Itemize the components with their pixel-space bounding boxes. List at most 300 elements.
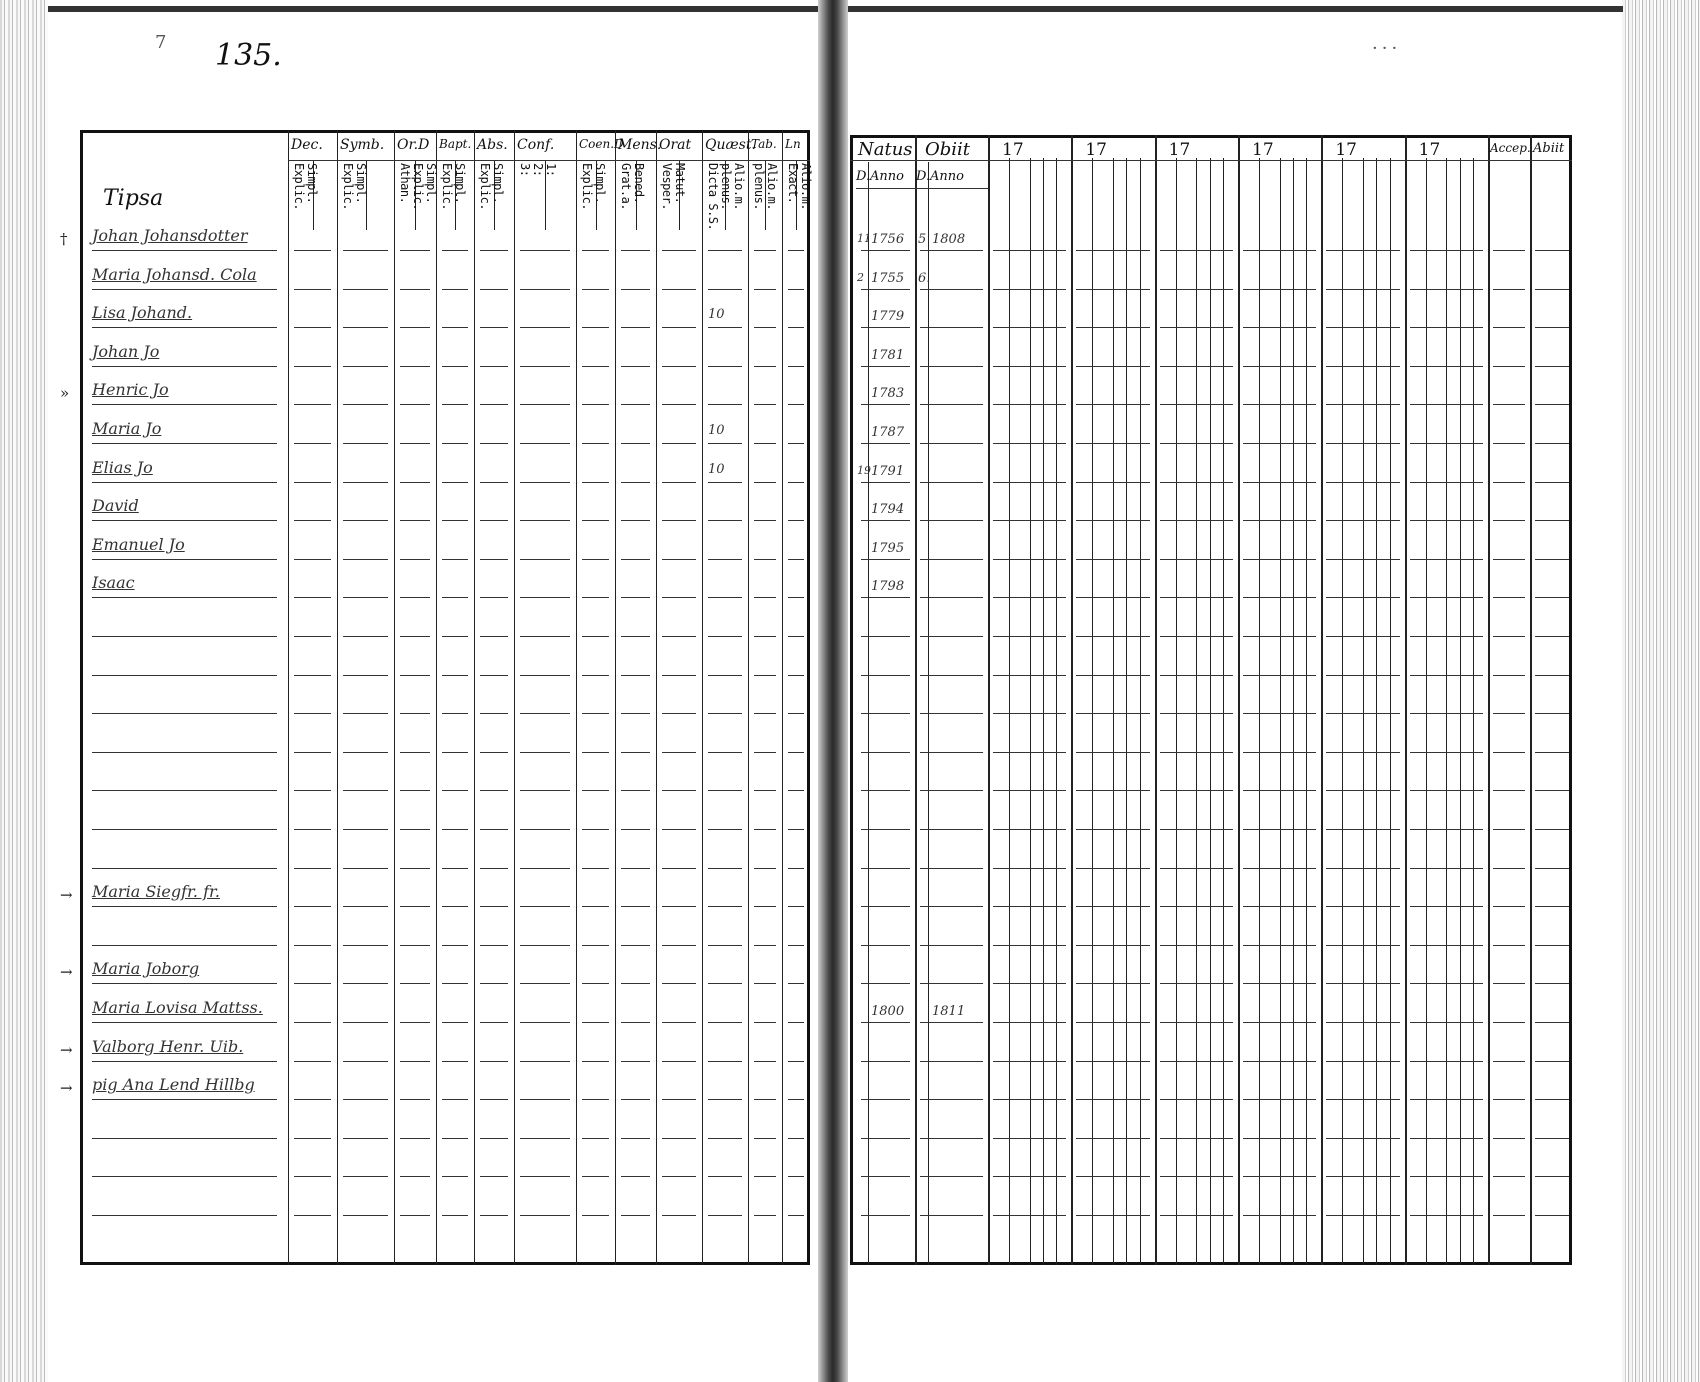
cell-row-line	[480, 482, 508, 483]
right-row-line	[1535, 404, 1569, 405]
col-subheader-5-0: 3:	[518, 163, 532, 177]
right-row-line	[1535, 559, 1569, 560]
right-row-line	[1326, 1061, 1399, 1062]
col-header-2: Or.D	[397, 137, 430, 153]
cell-row-line	[442, 868, 468, 869]
col-subheader-5-2: 1:	[544, 163, 558, 177]
cell-row-line	[400, 945, 430, 946]
right-row-line	[1243, 790, 1316, 791]
col-subheader-1-0: Explic.	[341, 163, 355, 211]
cell-row-line	[480, 790, 508, 791]
cell-row-line	[788, 636, 804, 637]
right-row-line	[1410, 1176, 1483, 1177]
right-row-line	[1493, 404, 1525, 405]
name-row-line	[92, 945, 277, 946]
cell-row-line	[788, 482, 804, 483]
natus-d-header: D.	[856, 169, 871, 184]
right-row-line	[1326, 1022, 1399, 1023]
left-col-line	[615, 130, 616, 1265]
cell-row-line	[621, 289, 650, 290]
cell-row-line	[662, 1176, 696, 1177]
cell-row-line	[400, 713, 430, 714]
cell-row-line	[400, 404, 430, 405]
right-row-line	[1410, 1022, 1483, 1023]
right-row-line	[1326, 250, 1399, 251]
page-number: 135.	[215, 38, 282, 73]
cell-row-line	[343, 443, 388, 444]
col-subheader-3-0: Explic.	[440, 163, 454, 211]
cell-row-line	[621, 636, 650, 637]
cell-row-line	[662, 636, 696, 637]
cell-row-line	[480, 404, 508, 405]
page-top-edge-left	[48, 6, 818, 12]
col-subheader-2-1: Explic.	[411, 163, 425, 211]
right-row-line	[1076, 289, 1149, 290]
cell-row-line	[520, 868, 570, 869]
right-row-line	[1243, 366, 1316, 367]
left-col-line	[576, 130, 577, 1265]
right-row-line	[1326, 366, 1399, 367]
right-row-line	[1410, 327, 1483, 328]
cell-row-line	[400, 636, 430, 637]
cell-row-line	[442, 829, 468, 830]
col-subheader-9-1: plenus.	[719, 163, 733, 211]
left-col-line	[782, 130, 783, 1265]
col-header-5: Conf.	[517, 137, 555, 153]
cell-row-line	[754, 1022, 776, 1023]
right-row-line	[1160, 829, 1233, 830]
cell-row-line	[442, 327, 468, 328]
cell-row-line	[442, 675, 468, 676]
cell-row-line	[400, 250, 430, 251]
cell-row-line	[294, 1176, 331, 1177]
cell-row-line	[520, 752, 570, 753]
natus-day-0: 11	[857, 232, 871, 245]
name-row-line	[92, 713, 277, 714]
cell-row-line	[343, 559, 388, 560]
cell-row-line	[520, 1099, 570, 1100]
cell-row-line	[582, 559, 609, 560]
tipsa-label: Tipsa	[103, 186, 164, 211]
right-row-line	[861, 752, 910, 753]
right-row-line	[993, 790, 1066, 791]
right-row-line	[1493, 1138, 1525, 1139]
cell-row-line	[708, 520, 742, 521]
cell-row-line	[788, 443, 804, 444]
cell-row-line	[788, 752, 804, 753]
col-subheader-10-1: Alio.m.	[765, 163, 779, 211]
right-row-line	[1076, 520, 1149, 521]
right-row-line	[1410, 752, 1483, 753]
right-row-line	[993, 559, 1066, 560]
cell-row-line	[662, 443, 696, 444]
cell-row-line	[582, 250, 609, 251]
year-header-4: 17	[1335, 140, 1357, 160]
right-row-line	[1076, 366, 1149, 367]
cell-row-line	[621, 713, 650, 714]
cell-row-line	[788, 327, 804, 328]
right-row-line	[1326, 868, 1399, 869]
right-row-line	[993, 443, 1066, 444]
right-row-line	[1243, 829, 1316, 830]
cell-row-line	[520, 713, 570, 714]
name-row-line	[92, 636, 277, 637]
cell-row-line	[294, 1022, 331, 1023]
cell-row-line	[343, 404, 388, 405]
right-row-line	[920, 829, 983, 830]
cell-row-line	[343, 829, 388, 830]
right-row-line	[1076, 829, 1149, 830]
name-entry-8: Emanuel Jo	[92, 534, 185, 554]
cell-row-line	[480, 675, 508, 676]
name-row-line	[92, 1176, 277, 1177]
cell-row-line	[662, 366, 696, 367]
right-row-line	[1326, 597, 1399, 598]
right-row-line	[1243, 752, 1316, 753]
right-row-line	[861, 1176, 910, 1177]
cell-row-line	[400, 829, 430, 830]
col-subheader-2-2: Simpl.	[424, 163, 438, 204]
right-row-line	[1410, 1138, 1483, 1139]
right-row-line	[1160, 559, 1233, 560]
cell-row-line	[294, 906, 331, 907]
right-row-line	[993, 289, 1066, 290]
right-row-line	[1326, 790, 1399, 791]
cell-row-line	[621, 327, 650, 328]
cell-row-line	[294, 597, 331, 598]
right-row-line	[920, 1138, 983, 1139]
cell-row-line	[754, 1061, 776, 1062]
cell-row-line	[480, 713, 508, 714]
cell-row-line	[788, 790, 804, 791]
cell-row-line	[582, 868, 609, 869]
right-row-line	[1076, 1061, 1149, 1062]
natus-anno-8: 1795	[871, 540, 905, 556]
cell-row-line	[442, 1138, 468, 1139]
right-row-line	[1243, 1022, 1316, 1023]
cell-row-line	[520, 443, 570, 444]
right-row-line	[1326, 636, 1399, 637]
cell-row-line	[582, 366, 609, 367]
right-row-line	[920, 713, 983, 714]
cell-row-line	[294, 752, 331, 753]
name-entry-7: David	[92, 496, 139, 516]
cell-row-line	[708, 868, 742, 869]
right-row-line	[993, 1138, 1066, 1139]
cell-row-line	[294, 250, 331, 251]
right-row-line	[1076, 636, 1149, 637]
name-entry-5: Maria Jo	[92, 419, 162, 438]
right-row-line	[1535, 597, 1569, 598]
right-row-line	[1535, 1061, 1569, 1062]
cell-row-line	[582, 713, 609, 714]
name-entry-13: Valborg Henr. Uib.	[92, 1036, 244, 1056]
name-row-line	[92, 752, 277, 753]
cell-row-line	[754, 752, 776, 753]
cell-row-line	[788, 713, 804, 714]
cell-row-line	[442, 983, 468, 984]
corner-mark: 7	[155, 32, 167, 53]
natus-anno-5: 1787	[871, 425, 905, 440]
right-row-line	[920, 868, 983, 869]
right-row-line	[1160, 289, 1233, 290]
right-row-line	[1076, 597, 1149, 598]
obiit-anno-0: 1808	[932, 232, 966, 247]
right-row-line	[1535, 636, 1569, 637]
right-row-line	[993, 868, 1066, 869]
cell-row-line	[754, 1176, 776, 1177]
page-edges-left	[0, 0, 48, 1382]
cell-row-line	[520, 829, 570, 830]
right-row-line	[1076, 1099, 1149, 1100]
right-row-line	[1410, 906, 1483, 907]
right-row-line	[1243, 906, 1316, 907]
cell-row-line	[582, 520, 609, 521]
cell-row-line	[621, 906, 650, 907]
right-row-line	[1076, 404, 1149, 405]
right-row-line	[861, 790, 910, 791]
natus-anno-7: 1794	[871, 502, 905, 518]
right-row-line	[1326, 906, 1399, 907]
row-marker: †	[60, 230, 68, 248]
right-row-line	[1076, 1138, 1149, 1139]
cell-row-line	[708, 1138, 742, 1139]
cell-row-line	[621, 404, 650, 405]
cell-row-line	[400, 868, 430, 869]
cell-row-line	[480, 752, 508, 753]
right-row-line	[861, 1061, 910, 1062]
right-row-line	[1243, 327, 1316, 328]
cell-row-line	[788, 868, 804, 869]
right-row-line	[1410, 1099, 1483, 1100]
cell-row-line	[788, 829, 804, 830]
cell-row-line	[582, 1022, 609, 1023]
right-row-line	[920, 906, 983, 907]
right-row-line	[1326, 1138, 1399, 1139]
quaest-mark-2: 10	[708, 461, 725, 477]
right-row-line	[861, 366, 910, 367]
right-row-line	[1493, 250, 1525, 251]
right-row-line	[1160, 675, 1233, 676]
right-row-line	[920, 1022, 983, 1023]
name-row-line	[92, 983, 277, 984]
right-row-line	[1076, 327, 1149, 328]
cell-row-line	[708, 366, 742, 367]
right-row-line	[1160, 250, 1233, 251]
cell-row-line	[480, 1099, 508, 1100]
page-top-edge-right	[848, 6, 1623, 12]
cell-row-line	[520, 250, 570, 251]
cell-row-line	[621, 1061, 650, 1062]
cell-row-line	[442, 404, 468, 405]
cell-row-line	[621, 790, 650, 791]
right-row-line	[861, 1099, 910, 1100]
cell-row-line	[343, 906, 388, 907]
right-row-line	[1243, 1061, 1316, 1062]
cell-row-line	[442, 1215, 468, 1216]
right-row-line	[993, 1022, 1066, 1023]
right-row-line	[920, 1061, 983, 1062]
cell-row-line	[520, 1215, 570, 1216]
natus-anno-1: 1755	[871, 270, 905, 286]
cell-row-line	[662, 1138, 696, 1139]
cell-row-line	[480, 983, 508, 984]
cell-row-line	[708, 289, 742, 290]
obiit-day-1: 6.	[918, 270, 931, 286]
cell-row-line	[442, 906, 468, 907]
left-col-line	[474, 130, 475, 1265]
right-row-line	[993, 366, 1066, 367]
quaest-mark-0: 10	[708, 307, 725, 323]
natus-anno-6: 1791	[871, 463, 905, 479]
cell-row-line	[788, 250, 804, 251]
cell-row-line	[343, 1022, 388, 1023]
cell-row-line	[754, 1215, 776, 1216]
cell-row-line	[520, 404, 570, 405]
name-row-line	[92, 289, 277, 290]
right-row-line	[861, 597, 910, 598]
right-row-line	[1243, 983, 1316, 984]
cell-row-line	[708, 1099, 742, 1100]
right-row-line	[1410, 829, 1483, 830]
right-row-line	[861, 327, 910, 328]
col-subheader-4-0: Explic.	[478, 163, 492, 211]
cell-row-line	[400, 482, 430, 483]
cell-row-line	[343, 1215, 388, 1216]
late-natus-anno: 1800	[871, 1004, 905, 1019]
name-entry-10: Maria Siegfr. fr.	[92, 882, 220, 902]
right-row-line	[1243, 636, 1316, 637]
cell-row-line	[621, 597, 650, 598]
cell-row-line	[621, 1099, 650, 1100]
right-row-line	[920, 559, 983, 560]
name-row-line	[92, 366, 277, 367]
right-row-line	[920, 443, 983, 444]
cell-row-line	[520, 675, 570, 676]
cell-row-line	[400, 1061, 430, 1062]
cell-row-line	[442, 250, 468, 251]
right-row-line	[1410, 404, 1483, 405]
cell-row-line	[662, 404, 696, 405]
right-row-line	[861, 1215, 910, 1216]
right-row-line	[1535, 1138, 1569, 1139]
name-entry-3: Johan Jo	[92, 341, 160, 361]
name-row-line	[92, 327, 277, 328]
right-row-line	[861, 983, 910, 984]
cell-row-line	[662, 790, 696, 791]
cell-row-line	[480, 366, 508, 367]
right-col-line	[988, 135, 990, 1265]
name-row-line	[92, 482, 277, 483]
col-subheader-0-1: Simpl.	[305, 163, 319, 204]
right-row-line	[993, 713, 1066, 714]
cell-row-line	[294, 983, 331, 984]
right-row-line	[1326, 1176, 1399, 1177]
obiit-day-0: 5	[918, 232, 927, 247]
right-row-line	[861, 945, 910, 946]
right-row-line	[1076, 713, 1149, 714]
right-row-line	[920, 945, 983, 946]
right-row-line	[1535, 289, 1569, 290]
cell-row-line	[662, 1099, 696, 1100]
right-register-table	[850, 135, 1572, 1265]
row-marker: →	[60, 886, 73, 905]
cell-row-line	[788, 559, 804, 560]
col-subheader-10-0: plenus.	[752, 163, 766, 211]
right-row-line	[1160, 906, 1233, 907]
right-row-line	[1535, 752, 1569, 753]
cell-row-line	[708, 1176, 742, 1177]
cell-row-line	[662, 482, 696, 483]
right-row-line	[1493, 1176, 1525, 1177]
right-row-line	[1493, 1215, 1525, 1216]
right-row-line	[1535, 482, 1569, 483]
cell-row-line	[400, 1215, 430, 1216]
right-row-line	[1160, 713, 1233, 714]
right-row-line	[1160, 636, 1233, 637]
cell-row-line	[520, 1176, 570, 1177]
cell-row-line	[442, 713, 468, 714]
left-col-line	[288, 130, 289, 1265]
right-row-line	[1160, 1176, 1233, 1177]
right-row-line	[1076, 482, 1149, 483]
obiit-d-header: D.	[916, 169, 931, 184]
right-row-line	[1160, 868, 1233, 869]
right-row-line	[1326, 675, 1399, 676]
right-row-line	[920, 1099, 983, 1100]
name-entry-14: pig Ana Lend Hillbg	[92, 1075, 255, 1095]
cell-row-line	[754, 636, 776, 637]
right-row-line	[1326, 983, 1399, 984]
right-row-line	[861, 906, 910, 907]
right-row-line	[1160, 1215, 1233, 1216]
cell-row-line	[294, 366, 331, 367]
cell-row-line	[788, 1176, 804, 1177]
right-row-line	[1493, 482, 1525, 483]
cell-row-line	[788, 520, 804, 521]
obiit-header: Obiit	[925, 139, 971, 160]
col-subheader-6-1: Simpl.	[593, 163, 607, 204]
cell-row-line	[754, 790, 776, 791]
cell-row-line	[294, 520, 331, 521]
right-row-line	[1076, 250, 1149, 251]
right-row-line	[993, 906, 1066, 907]
right-row-line	[861, 559, 910, 560]
name-entry-2: Lisa Johand.	[92, 303, 193, 323]
right-row-line	[1535, 520, 1569, 521]
cell-row-line	[708, 1061, 742, 1062]
cell-row-line	[621, 1215, 650, 1216]
cell-row-line	[442, 520, 468, 521]
right-row-line	[920, 482, 983, 483]
cell-row-line	[662, 1215, 696, 1216]
right-row-line	[1160, 327, 1233, 328]
row-marker: →	[60, 963, 73, 982]
cell-row-line	[621, 829, 650, 830]
right-row-line	[861, 636, 910, 637]
cell-row-line	[582, 1138, 609, 1139]
right-row-line	[1493, 289, 1525, 290]
right-row-line	[1326, 520, 1399, 521]
cell-row-line	[621, 1176, 650, 1177]
right-row-line	[1076, 790, 1149, 791]
cell-row-line	[343, 790, 388, 791]
right-col-line	[915, 135, 917, 1265]
name-row-line	[92, 1061, 277, 1062]
right-row-line	[1535, 1176, 1569, 1177]
cell-row-line	[520, 327, 570, 328]
right-row-line	[1410, 983, 1483, 984]
